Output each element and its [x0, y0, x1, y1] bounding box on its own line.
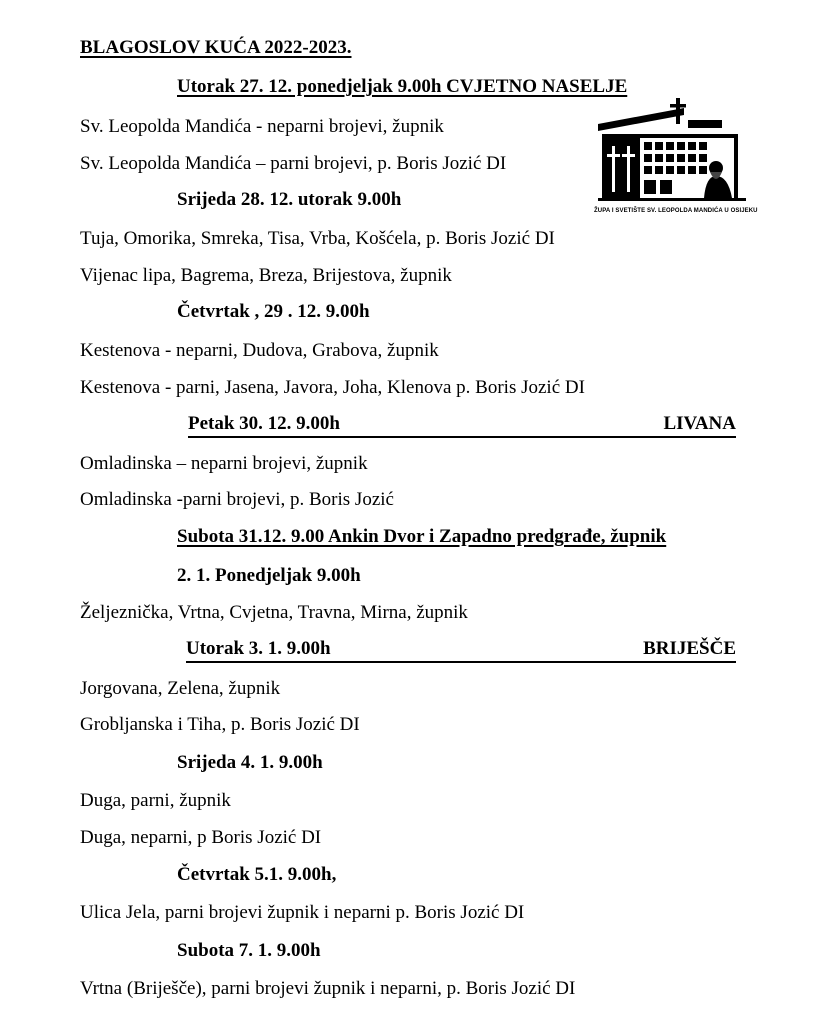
list-item: Duga, neparni, p Boris Jozić DI [80, 827, 322, 848]
section-heading-cvjetno-naselje: Utorak 27. 12. ponedjeljak 9.00h CVJETNO NASELJE [177, 76, 628, 97]
section-heading-date: Petak 30. 12. 9.00h [188, 413, 340, 434]
section-heading-srijeda-28: Srijeda 28. 12. utorak 9.00h [177, 189, 402, 210]
section-heading-livana [188, 413, 736, 438]
section-heading-subota-7: Subota 7. 1. 9.00h [177, 940, 321, 961]
list-item: Duga, parni, župnik [80, 790, 231, 811]
section-heading-date: Utorak 3. 1. 9.00h [186, 638, 331, 659]
section-heading-area: BRIJEŠČE [643, 638, 736, 659]
section-heading-brijesce [186, 638, 736, 663]
list-item: Omladinska -parni brojevi, p. Boris Jozić [80, 489, 394, 510]
list-item: Ulica Jela, parni brojevi župnik i neparni p. Boris Jozić DI [80, 902, 525, 923]
list-item: Tuja, Omorika, Smreka, Tisa, Vrba, Košćela, p. Boris Jozić DI [80, 228, 555, 249]
list-item: Željeznička, Vrtna, Cvjetna, Travna, Mirna, župnik [80, 602, 468, 623]
list-item: Kestenova - neparni, Dudova, Grabova, župnik [80, 340, 439, 361]
list-item: Vijenac lipa, Bagrema, Breza, Brijestova, župnik [80, 265, 452, 286]
logo-caption: ŽUPA I SVETIŠTE SV. LEOPOLDA MANDIĆA U OSIJEKU [594, 208, 758, 214]
page-title: BLAGOSLOV KUĆA 2022-2023. [80, 37, 352, 58]
section-heading-srijeda-4: Srijeda 4. 1. 9.00h [177, 752, 323, 773]
list-item: Sv. Leopolda Mandića – parni brojevi, p. Boris Jozić DI [80, 153, 507, 174]
parish-church-logo-icon [592, 98, 758, 220]
list-item: Sv. Leopolda Mandića - neparni brojevi, župnik [80, 116, 444, 137]
section-heading-cetvrtak-29: Četvrtak , 29 . 12. 9.00h [177, 301, 370, 322]
section-heading-cetvrtak-5: Četvrtak 5.1. 9.00h, [177, 864, 337, 885]
section-heading-subota-31: Subota 31.12. 9.00 Ankin Dvor i Zapadno predgrađe, župnik [177, 526, 667, 547]
section-heading-ponedjeljak-2: 2. 1. Ponedjeljak 9.00h [177, 565, 361, 586]
list-item: Grobljanska i Tiha, p. Boris Jozić DI [80, 714, 360, 735]
list-item: Vrtna (Briješče), parni brojevi župnik i neparni, p. Boris Jozić DI [80, 978, 576, 999]
list-item: Omladinska – neparni brojevi, župnik [80, 453, 368, 474]
section-heading-area: LIVANA [663, 413, 736, 434]
list-item: Jorgovana, Zelena, župnik [80, 678, 281, 699]
list-item: Kestenova - parni, Jasena, Javora, Joha, Klenova p. Boris Jozić DI [80, 377, 585, 398]
